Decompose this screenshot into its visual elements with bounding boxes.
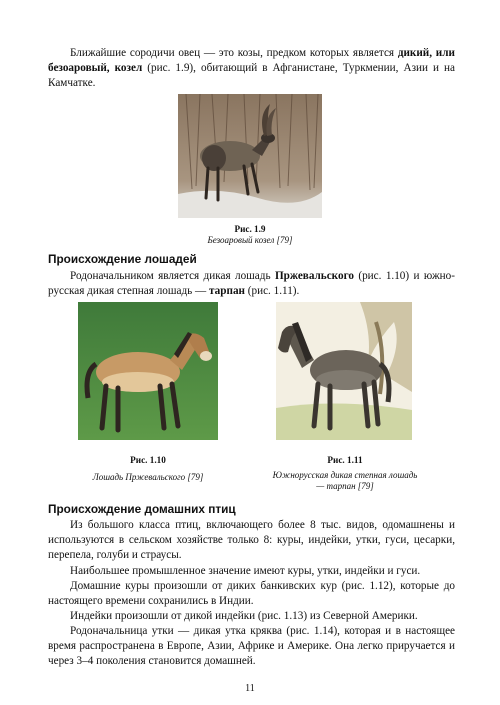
przewalski-horse-photo [78, 302, 218, 440]
paragraph-ducks: Родоначальница утки — дикая утка кряква (рис. 1.14), которая и в настоящее время распространена в Европе, Азии, Африке и Америке. Она легко приручается и через 3–4 поколения становится домашней. [48, 625, 455, 668]
bezoar-goat-photo [178, 94, 322, 218]
figure-caption: Рис. 1.9 Безоаровый козел [79] [207, 224, 293, 245]
paragraph-birds-intro: Из большого класса птиц, включающего более 8 тыс. видов, одомашнены и используются в сельском хозяйстве только 8: куры, индейки, утки, гуси, цесарки, перепела, голуби и страусы. [48, 519, 455, 562]
figure-caption: Рис. 1.10 Лошадь Пржевальского [79] [92, 455, 204, 482]
paragraph-turkeys: Индейки произошли от дикой индейки (рис. 1.13) из Северной Америки. [70, 610, 418, 622]
section-heading-birds: Происхождение домашних птиц [48, 502, 236, 516]
paragraph-chickens: Домашние куры произошли от диких банкивских кур (рис. 1.12), которые до настоящего времени сохранились в Индии. [48, 580, 455, 608]
paragraph-goats: Ближайшие сородичи овец — это козы, предком которых является дикий, или безоаровый, козел (рис. 1.9), обитающий в Афганистане, Туркмении, Азии и на Камчатке. [48, 47, 455, 90]
tarpan-horse-illustration [276, 302, 412, 440]
paragraph-horses: Родоначальником является дикая лошадь Пржевальского (рис. 1.10) и южно-русская дикая степная лошадь — тарпан (рис. 1.11). [48, 270, 455, 298]
figure-caption: Рис. 1.11 Южнорусская дикая степная лошадь — тарпан [79] [272, 455, 418, 491]
page-number: 11 [245, 683, 255, 694]
section-heading-horses: Происхождение лошадей [48, 252, 197, 266]
paragraph-industrial-value: Наибольшее промышленное значение имеют куры, утки, индейки и гуси. [70, 565, 421, 577]
